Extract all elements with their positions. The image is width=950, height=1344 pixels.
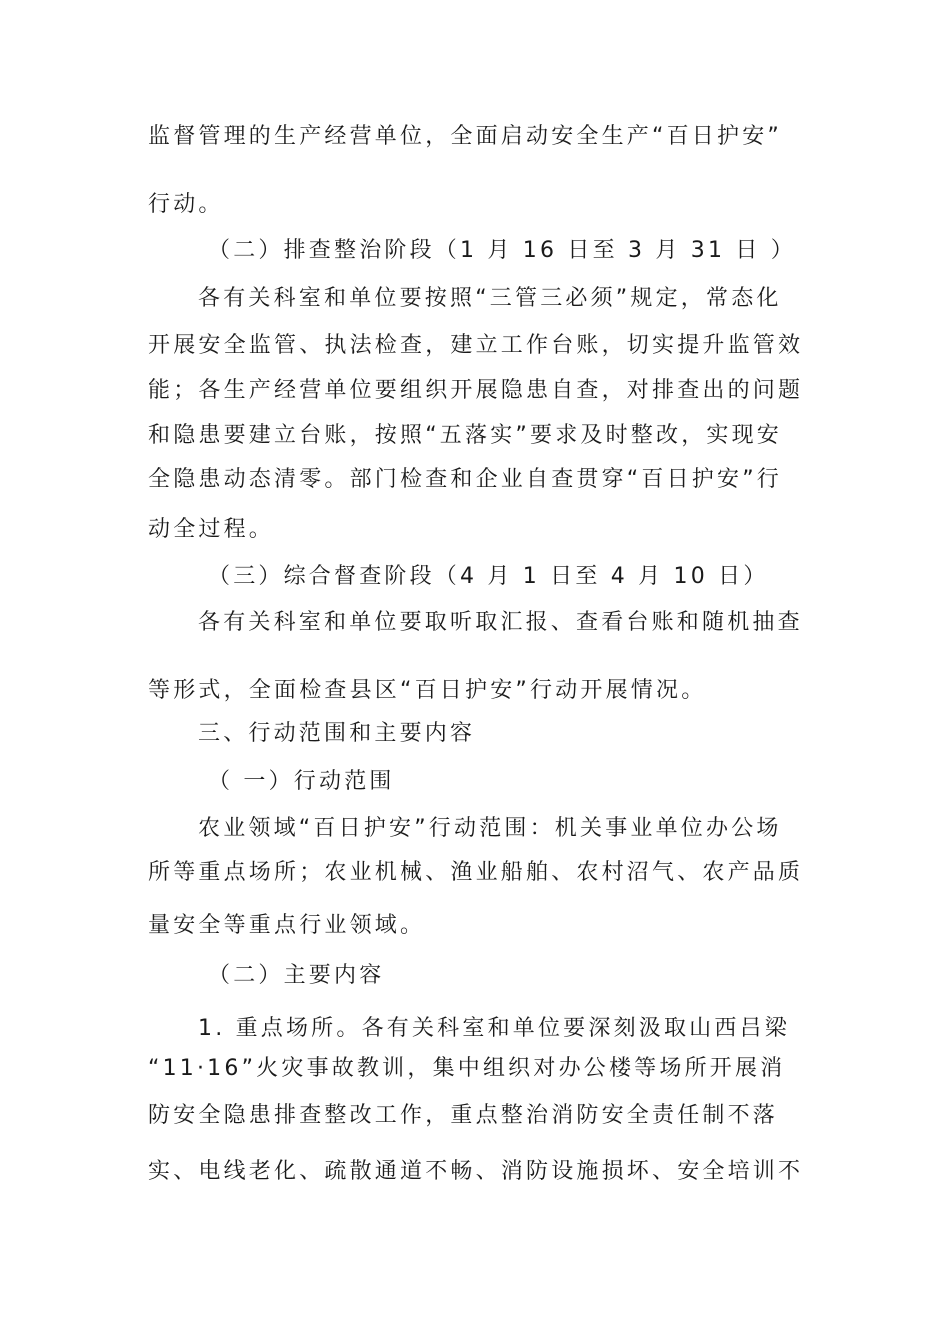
paragraph-line: 1. 重点场所。各有关科室和单位要深刻汲取山西吕梁 (198, 1016, 790, 1041)
paragraph-line: 监督管理的生产经营单位，全面启动安全生产“百日护安” (148, 124, 782, 149)
paragraph-line: “11·16”火灾事故教训，集中组织对办公楼等场所开展消 (148, 1056, 786, 1081)
paragraph-line: 各有关科室和单位要按照“三管三必须”规定，常态化 (198, 286, 782, 311)
section-heading: （三）综合督查阶段（4 月 1 日至 4 月 10 日） (208, 564, 769, 589)
paragraph-line: 动全过程。 (148, 517, 275, 542)
paragraph-line: 所等重点场所；农业机械、渔业船舶、农村沼气、农产品质 (148, 860, 804, 885)
paragraph-line: 行动。 (148, 192, 224, 217)
paragraph-line: 实、电线老化、疏散通道不畅、消防设施损坏、安全培训不 (148, 1159, 804, 1184)
section-heading: （二）排查整治阶段（1 月 16 日至 3 月 31 日 ） (208, 238, 796, 263)
paragraph-line: 量安全等重点行业领域。 (148, 913, 426, 938)
paragraph-line: 能；各生产经营单位要组织开展隐患自查，对排查出的问题 (148, 378, 804, 403)
section-heading: （ 一）行动范围 (208, 769, 395, 794)
paragraph-line: 农业领域“百日护安”行动范围：机关事业单位办公场 (198, 816, 782, 841)
section-heading: （二）主要内容 (208, 963, 385, 988)
paragraph-line: 防安全隐患排查整改工作，重点整治消防安全责任制不落 (148, 1103, 779, 1128)
paragraph-line: 和隐患要建立台账，按照“五落实”要求及时整改，实现安 (148, 423, 782, 448)
paragraph-line: 等形式，全面检查县区“百日护安”行动开展情况。 (148, 678, 707, 703)
paragraph-line: 各有关科室和单位要取听取汇报、查看台账和随机抽查 (198, 610, 803, 635)
paragraph-line: 全隐患动态清零。部门检查和企业自查贯穿“百日护安”行 (148, 467, 782, 492)
chapter-heading: 三、行动范围和主要内容 (198, 721, 476, 746)
paragraph-line: 开展安全监管、执法检查，建立工作台账，切实提升监管效 (148, 333, 804, 358)
